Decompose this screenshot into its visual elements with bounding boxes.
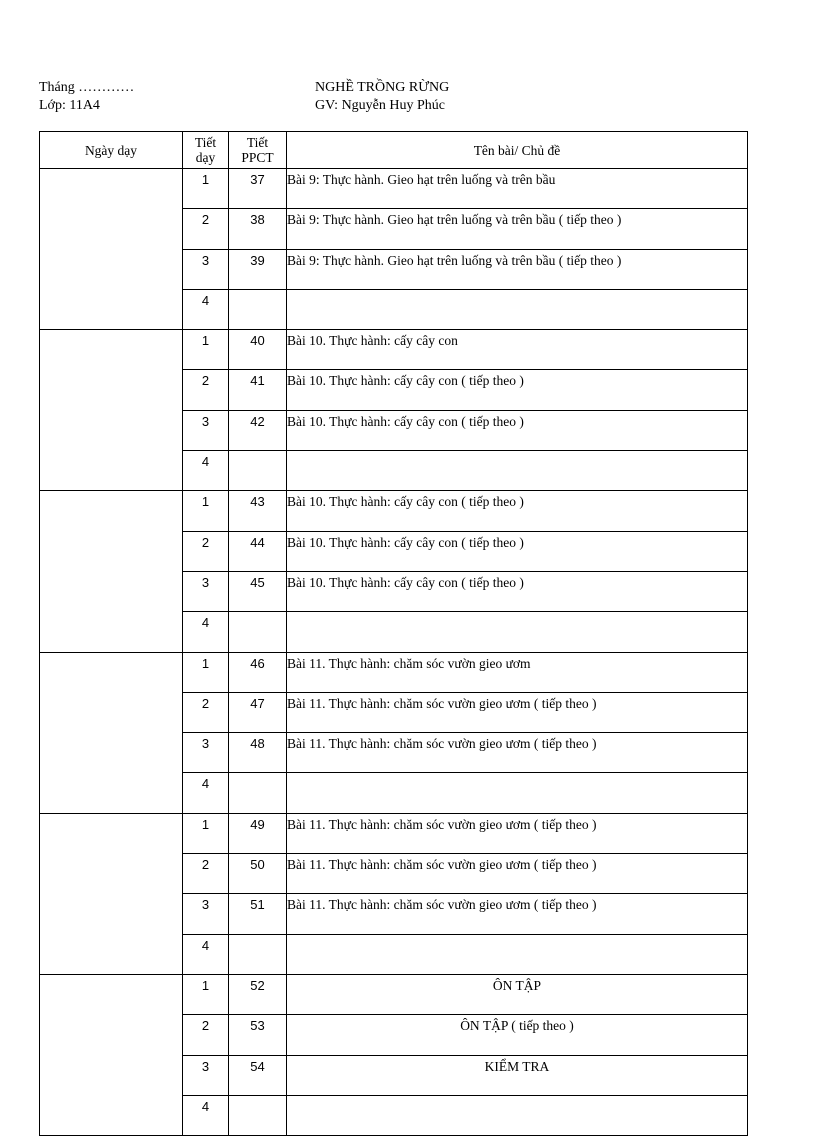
ten-bai-cell (287, 1095, 748, 1135)
ten-bai-cell: Bài 9: Thực hành. Gieo hạt trên luống và trên bầu (287, 169, 748, 209)
ten-bai-cell (287, 451, 748, 491)
tiet-ppct-cell: 50 (229, 854, 287, 894)
tiet-day-cell: 4 (183, 451, 229, 491)
tiet-day-cell: 1 (183, 974, 229, 1014)
ten-bai-cell: Bài 10. Thực hành: cấy cây con ( tiếp theo ) (287, 491, 748, 531)
tiet-ppct-cell (229, 612, 287, 652)
ten-bai-cell: Bài 9: Thực hành. Gieo hạt trên luống và trên bầu ( tiếp theo ) (287, 249, 748, 289)
tiet-ppct-cell: 45 (229, 571, 287, 611)
lesson-plan-table (39, 131, 748, 1136)
month-label: Tháng ………… (39, 80, 135, 95)
tiet-ppct-cell (229, 289, 287, 329)
tiet-ppct-cell: 53 (229, 1015, 287, 1055)
ten-bai-cell: KIỂM TRA (287, 1055, 748, 1095)
tiet-ppct-cell: 46 (229, 652, 287, 692)
ten-bai-cell (287, 289, 748, 329)
tiet-ppct-cell: 41 (229, 370, 287, 410)
tiet-ppct-cell: 52 (229, 974, 287, 1014)
ten-bai-cell: Bài 10. Thực hành: cấy cây con (287, 330, 748, 370)
ten-bai-cell: Bài 10. Thực hành: cấy cây con ( tiếp theo ) (287, 410, 748, 450)
tiet-day-cell: 1 (183, 652, 229, 692)
table-row (40, 330, 748, 370)
table-row (40, 652, 748, 692)
tiet-ppct-cell: 40 (229, 330, 287, 370)
tiet-day-cell: 2 (183, 370, 229, 410)
tiet-day-cell: 2 (183, 531, 229, 571)
tiet-ppct-cell (229, 451, 287, 491)
tiet-ppct-cell: 47 (229, 692, 287, 732)
ten-bai-cell: Bài 10. Thực hành: cấy cây con ( tiếp theo ) (287, 370, 748, 410)
tiet-day-cell: 2 (183, 1015, 229, 1055)
tiet-day-cell: 4 (183, 773, 229, 813)
tiet-day-cell: 3 (183, 410, 229, 450)
tiet-ppct-cell: 39 (229, 249, 287, 289)
tiet-ppct-cell: 48 (229, 733, 287, 773)
ten-bai-cell (287, 934, 748, 974)
tiet-day-cell: 1 (183, 169, 229, 209)
ngay-day-cell[interactable] (40, 813, 183, 974)
tiet-day-cell: 4 (183, 612, 229, 652)
ngay-day-cell[interactable] (40, 330, 183, 491)
ten-bai-cell: Bài 11. Thực hành: chăm sóc vườn gieo ươm ( tiếp theo ) (287, 692, 748, 732)
tiet-day-cell: 4 (183, 1095, 229, 1135)
ngay-day-cell[interactable] (40, 169, 183, 330)
table-row (40, 813, 748, 853)
tiet-day-cell: 3 (183, 733, 229, 773)
table-row (40, 169, 748, 209)
header-tiet-ppct: Tiết PPCT (229, 132, 287, 169)
header-ten-bai: Tên bài/ Chủ đề (287, 132, 748, 169)
ten-bai-cell: ÔN TẬP ( tiếp theo ) (287, 1015, 748, 1055)
tiet-day-cell: 2 (183, 692, 229, 732)
tiet-day-cell: 4 (183, 289, 229, 329)
tiet-ppct-cell: 42 (229, 410, 287, 450)
document-title: NGHỀ TRỒNG RỪNG (315, 80, 450, 95)
tiet-ppct-cell: 38 (229, 209, 287, 249)
table-row (40, 491, 748, 531)
ngay-day-cell[interactable] (40, 652, 183, 813)
ten-bai-cell (287, 773, 748, 813)
tiet-ppct-cell: 37 (229, 169, 287, 209)
teacher-name: GV: Nguyễn Huy Phúc (315, 98, 446, 113)
tiet-day-cell: 2 (183, 209, 229, 249)
ten-bai-cell: Bài 10. Thực hành: cấy cây con ( tiếp theo ) (287, 531, 748, 571)
tiet-day-cell: 4 (183, 934, 229, 974)
tiet-day-cell: 1 (183, 330, 229, 370)
tiet-ppct-cell (229, 773, 287, 813)
tiet-ppct-cell: 43 (229, 491, 287, 531)
ten-bai-cell: ÔN TẬP (287, 974, 748, 1014)
tiet-day-cell: 1 (183, 813, 229, 853)
ten-bai-cell: Bài 11. Thực hành: chăm sóc vườn gieo ươm (287, 652, 748, 692)
tiet-day-cell: 3 (183, 1055, 229, 1095)
tiet-day-cell: 3 (183, 894, 229, 934)
tiet-ppct-cell: 49 (229, 813, 287, 853)
tiet-ppct-cell: 51 (229, 894, 287, 934)
ten-bai-cell: Bài 10. Thực hành: cấy cây con ( tiếp theo ) (287, 571, 748, 611)
tiet-day-cell: 1 (183, 491, 229, 531)
table-header-row (40, 132, 748, 169)
ten-bai-cell (287, 612, 748, 652)
tiet-ppct-cell (229, 1095, 287, 1135)
table-row (40, 974, 748, 1014)
tiet-ppct-cell (229, 934, 287, 974)
ten-bai-cell: Bài 11. Thực hành: chăm sóc vườn gieo ươm ( tiếp theo ) (287, 733, 748, 773)
ten-bai-cell: Bài 9: Thực hành. Gieo hạt trên luống và trên bầu ( tiếp theo ) (287, 209, 748, 249)
ten-bai-cell: Bài 11. Thực hành: chăm sóc vườn gieo ươm ( tiếp theo ) (287, 813, 748, 853)
tiet-day-cell: 3 (183, 571, 229, 611)
tiet-day-cell: 3 (183, 249, 229, 289)
tiet-ppct-cell: 44 (229, 531, 287, 571)
header-ngay-day: Ngày dạy (40, 132, 183, 169)
ngay-day-cell[interactable] (40, 491, 183, 652)
ten-bai-cell: Bài 11. Thực hành: chăm sóc vườn gieo ươm ( tiếp theo ) (287, 894, 748, 934)
header-tiet-day: Tiết dạy (183, 132, 229, 169)
table-body (40, 169, 748, 1136)
tiet-day-cell: 2 (183, 854, 229, 894)
ten-bai-cell: Bài 11. Thực hành: chăm sóc vườn gieo ươm ( tiếp theo ) (287, 854, 748, 894)
class-label: Lớp: 11A4 (39, 98, 100, 113)
ngay-day-cell[interactable] (40, 974, 183, 1135)
tiet-ppct-cell: 54 (229, 1055, 287, 1095)
